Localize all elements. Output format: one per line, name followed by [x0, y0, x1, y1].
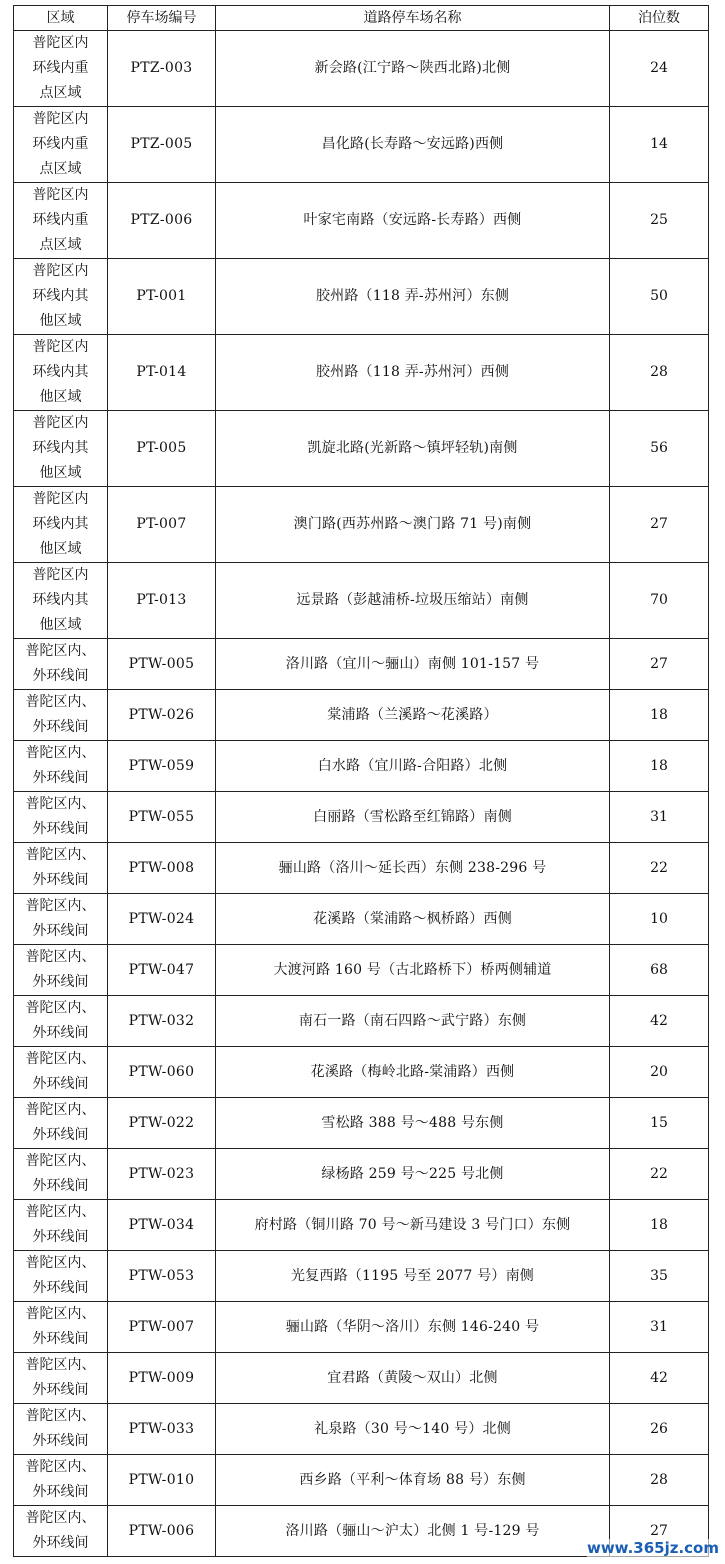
- road-name-cell: 凯旋北路(光新路～镇坪轻轨)南侧: [216, 411, 610, 487]
- region-cell: [14, 411, 108, 487]
- region-cell: [14, 1353, 108, 1404]
- code-cell: PTW-005: [108, 639, 216, 690]
- berth-count-cell: 20: [610, 1047, 709, 1098]
- code-cell: PTW-006: [108, 1506, 216, 1557]
- code-cell: PTW-034: [108, 1200, 216, 1251]
- table-row: [14, 487, 709, 563]
- road-name-cell: 洛川路（宜川～骊山）南侧 101-157 号: [216, 639, 610, 690]
- region-cell: [14, 1098, 108, 1149]
- code-cell: PT-007: [108, 487, 216, 563]
- region-line: 普陀区内、: [25, 1510, 96, 1526]
- region-cell: [14, 639, 108, 690]
- region-cell: [14, 563, 108, 639]
- road-name-cell: 光复西路（1195 号至 2077 号）南侧: [216, 1251, 610, 1302]
- code-cell: PTZ-003: [108, 31, 216, 107]
- region-cell: [14, 843, 108, 894]
- region-line: 外环线间: [32, 719, 89, 735]
- region-line: 外环线间: [32, 1484, 89, 1500]
- region-line: 普陀区内: [32, 491, 89, 507]
- region-line: 普陀区内: [32, 263, 89, 279]
- road-name-cell: 府村路（铜川路 70 号～新马建设 3 号门口）东侧: [216, 1200, 610, 1251]
- region-line: 普陀区内、: [25, 898, 96, 914]
- table-row: [14, 843, 709, 894]
- table-body: [14, 31, 709, 1557]
- road-name-cell: 花溪路（梅岭北路-棠浦路）西侧: [216, 1047, 610, 1098]
- berth-count-cell: 18: [610, 690, 709, 741]
- region-line: 他区域: [39, 389, 82, 405]
- code-cell: PTW-060: [108, 1047, 216, 1098]
- berth-count-cell: 31: [610, 792, 709, 843]
- parking-table: [13, 5, 709, 1557]
- region-line: 普陀区内、: [25, 949, 96, 965]
- watermark: www.365jz.com: [586, 1539, 719, 1557]
- code-cell: PTW-024: [108, 894, 216, 945]
- region-line: 普陀区内、: [25, 1153, 96, 1169]
- berth-count-cell: 27: [610, 487, 709, 563]
- region-line: 外环线间: [32, 1178, 89, 1194]
- region-line: 外环线间: [32, 1331, 89, 1347]
- road-name-cell: 花溪路（棠浦路～枫桥路）西侧: [216, 894, 610, 945]
- berth-count-cell: 50: [610, 259, 709, 335]
- region-line: 外环线间: [32, 1076, 89, 1092]
- region-line: 他区域: [39, 465, 82, 481]
- region-line: 普陀区内、: [25, 1255, 96, 1271]
- table-row: [14, 563, 709, 639]
- region-line: 环线内其: [32, 364, 89, 380]
- region-line: 环线内其: [32, 440, 89, 456]
- region-cell: [14, 259, 108, 335]
- table-header-row: [14, 6, 709, 31]
- header-count: 泊位数: [610, 6, 709, 31]
- region-cell: [14, 335, 108, 411]
- region-line: 普陀区内、: [25, 1459, 96, 1475]
- region-cell: [14, 1506, 108, 1557]
- berth-count-cell: 15: [610, 1098, 709, 1149]
- code-cell: PTW-008: [108, 843, 216, 894]
- table-row: [14, 1251, 709, 1302]
- code-cell: PT-013: [108, 563, 216, 639]
- code-cell: PTW-022: [108, 1098, 216, 1149]
- berth-count-cell: 70: [610, 563, 709, 639]
- code-cell: PTW-007: [108, 1302, 216, 1353]
- road-name-cell: 大渡河路 160 号（古北路桥下）桥两侧辅道: [216, 945, 610, 996]
- table-row: [14, 792, 709, 843]
- road-name-cell: 昌化路(长寿路～安远路)西侧: [216, 107, 610, 183]
- table-row: [14, 1353, 709, 1404]
- code-cell: PTW-047: [108, 945, 216, 996]
- road-name-cell: 宜君路（黄陵～双山）北侧: [216, 1353, 610, 1404]
- region-cell: [14, 1047, 108, 1098]
- code-cell: PT-014: [108, 335, 216, 411]
- table-row: [14, 183, 709, 259]
- region-cell: [14, 1455, 108, 1506]
- berth-count-cell: 27: [610, 1506, 709, 1557]
- region-cell: [14, 741, 108, 792]
- region-line: 普陀区内、: [25, 1357, 96, 1373]
- berth-count-cell: 56: [610, 411, 709, 487]
- berth-count-cell: 28: [610, 335, 709, 411]
- road-name-cell: 胶州路（118 弄-苏州河）东侧: [216, 259, 610, 335]
- berth-count-cell: 25: [610, 183, 709, 259]
- road-name-cell: 南石一路（南石四路～武宁路）东侧: [216, 996, 610, 1047]
- code-cell: PTW-055: [108, 792, 216, 843]
- table-row: [14, 1149, 709, 1200]
- code-cell: PT-005: [108, 411, 216, 487]
- table-row: [14, 1047, 709, 1098]
- region-line: 普陀区内、: [25, 1000, 96, 1016]
- table-row: [14, 1098, 709, 1149]
- berth-count-cell: 14: [610, 107, 709, 183]
- region-cell: [14, 690, 108, 741]
- region-cell: [14, 792, 108, 843]
- region-line: 普陀区内、: [25, 1306, 96, 1322]
- region-cell: [14, 1251, 108, 1302]
- code-cell: PTZ-005: [108, 107, 216, 183]
- region-line: 普陀区内: [32, 35, 89, 51]
- region-line: 环线内重: [32, 212, 89, 228]
- region-cell: [14, 107, 108, 183]
- road-name-cell: 洛川路（骊山～沪太）北侧 1 号-129 号: [216, 1506, 610, 1557]
- region-cell: [14, 183, 108, 259]
- road-name-cell: 新会路(江宁路～陕西北路)北侧: [216, 31, 610, 107]
- region-line: 点区域: [39, 237, 82, 253]
- road-name-cell: 棠浦路（兰溪路～花溪路）: [216, 690, 610, 741]
- road-name-cell: 骊山路（洛川～延长西）东侧 238-296 号: [216, 843, 610, 894]
- region-cell: [14, 1302, 108, 1353]
- code-cell: PTW-053: [108, 1251, 216, 1302]
- region-cell: [14, 31, 108, 107]
- region-line: 环线内重: [32, 60, 89, 76]
- region-cell: [14, 1200, 108, 1251]
- code-cell: PTW-023: [108, 1149, 216, 1200]
- code-cell: PTW-010: [108, 1455, 216, 1506]
- region-cell: [14, 945, 108, 996]
- berth-count-cell: 42: [610, 996, 709, 1047]
- berth-count-cell: 22: [610, 843, 709, 894]
- road-name-cell: 远景路（彭越浦桥-垃圾压缩站）南侧: [216, 563, 610, 639]
- region-line: 普陀区内、: [25, 643, 96, 659]
- region-cell: [14, 996, 108, 1047]
- berth-count-cell: 24: [610, 31, 709, 107]
- region-line: 普陀区内、: [25, 1408, 96, 1424]
- region-line: 普陀区内: [32, 187, 89, 203]
- berth-count-cell: 26: [610, 1404, 709, 1455]
- road-name-cell: 胶州路（118 弄-苏州河）西侧: [216, 335, 610, 411]
- road-name-cell: 骊山路（华阴～洛川）东侧 146-240 号: [216, 1302, 610, 1353]
- region-line: 环线内其: [32, 516, 89, 532]
- table-row: [14, 639, 709, 690]
- code-cell: PTW-059: [108, 741, 216, 792]
- berth-count-cell: 31: [610, 1302, 709, 1353]
- code-cell: PTW-026: [108, 690, 216, 741]
- table-row: [14, 690, 709, 741]
- table-row: [14, 1404, 709, 1455]
- code-cell: PTW-033: [108, 1404, 216, 1455]
- road-name-cell: 白水路（宜川路-合阳路）北侧: [216, 741, 610, 792]
- berth-count-cell: 18: [610, 1200, 709, 1251]
- region-line: 外环线间: [32, 770, 89, 786]
- region-line: 外环线间: [32, 1127, 89, 1143]
- region-line: 普陀区内: [32, 339, 89, 355]
- road-name-cell: 西乡路（平利～体育场 88 号）东侧: [216, 1455, 610, 1506]
- code-cell: PT-001: [108, 259, 216, 335]
- region-line: 外环线间: [32, 821, 89, 837]
- region-line: 外环线间: [32, 1382, 89, 1398]
- region-line: 普陀区内、: [25, 1204, 96, 1220]
- berth-count-cell: 10: [610, 894, 709, 945]
- berth-count-cell: 27: [610, 639, 709, 690]
- table-row: [14, 1455, 709, 1506]
- road-name-cell: 绿杨路 259 号～225 号北侧: [216, 1149, 610, 1200]
- road-name-cell: 雪松路 388 号～488 号东侧: [216, 1098, 610, 1149]
- road-name-cell: 白丽路（雪松路至红锦路）南侧: [216, 792, 610, 843]
- table-row: [14, 335, 709, 411]
- berth-count-cell: 42: [610, 1353, 709, 1404]
- region-cell: [14, 1404, 108, 1455]
- region-line: 环线内其: [32, 592, 89, 608]
- road-name-cell: 叶家宅南路（安远路-长寿路）西侧: [216, 183, 610, 259]
- table-row: [14, 411, 709, 487]
- region-line: 环线内重: [32, 136, 89, 152]
- table-row: [14, 259, 709, 335]
- table-row: [14, 107, 709, 183]
- table-row: [14, 894, 709, 945]
- region-line: 外环线间: [32, 1280, 89, 1296]
- region-line: 普陀区内、: [25, 694, 96, 710]
- region-line: 他区域: [39, 541, 82, 557]
- road-name-cell: 澳门路(西苏州路～澳门路 71 号)南侧: [216, 487, 610, 563]
- region-cell: [14, 487, 108, 563]
- region-line: 外环线间: [32, 1535, 89, 1551]
- header-region: 区域: [14, 6, 108, 31]
- region-cell: [14, 894, 108, 945]
- table-row: [14, 996, 709, 1047]
- berth-count-cell: 68: [610, 945, 709, 996]
- region-line: 外环线间: [32, 1025, 89, 1041]
- region-line: 外环线间: [32, 974, 89, 990]
- berth-count-cell: 18: [610, 741, 709, 792]
- region-line: 他区域: [39, 617, 82, 633]
- table-row: [14, 1302, 709, 1353]
- region-line: 点区域: [39, 85, 82, 101]
- berth-count-cell: 35: [610, 1251, 709, 1302]
- region-line: 外环线间: [32, 1229, 89, 1245]
- region-cell: [14, 1149, 108, 1200]
- region-line: 普陀区内、: [25, 847, 96, 863]
- region-line: 外环线间: [32, 1433, 89, 1449]
- table-row: [14, 945, 709, 996]
- region-line: 点区域: [39, 161, 82, 177]
- code-cell: PTZ-006: [108, 183, 216, 259]
- berth-count-cell: 22: [610, 1149, 709, 1200]
- region-line: 普陀区内、: [25, 745, 96, 761]
- region-line: 普陀区内: [32, 415, 89, 431]
- header-name: 道路停车场名称: [216, 6, 610, 31]
- table-row: [14, 741, 709, 792]
- table-row: [14, 31, 709, 107]
- region-line: 他区域: [39, 313, 82, 329]
- region-line: 普陀区内: [32, 111, 89, 127]
- region-line: 普陀区内、: [25, 796, 96, 812]
- table-row: [14, 1200, 709, 1251]
- road-name-cell: 礼泉路（30 号～140 号）北侧: [216, 1404, 610, 1455]
- code-cell: PTW-009: [108, 1353, 216, 1404]
- region-line: 外环线间: [32, 668, 89, 684]
- region-line: 普陀区内、: [25, 1102, 96, 1118]
- region-line: 普陀区内、: [25, 1051, 96, 1067]
- region-line: 普陀区内: [32, 567, 89, 583]
- berth-count-cell: 28: [610, 1455, 709, 1506]
- header-code: 停车场编号: [108, 6, 216, 31]
- region-line: 环线内其: [32, 288, 89, 304]
- region-line: 外环线间: [32, 872, 89, 888]
- code-cell: PTW-032: [108, 996, 216, 1047]
- region-line: 外环线间: [32, 923, 89, 939]
